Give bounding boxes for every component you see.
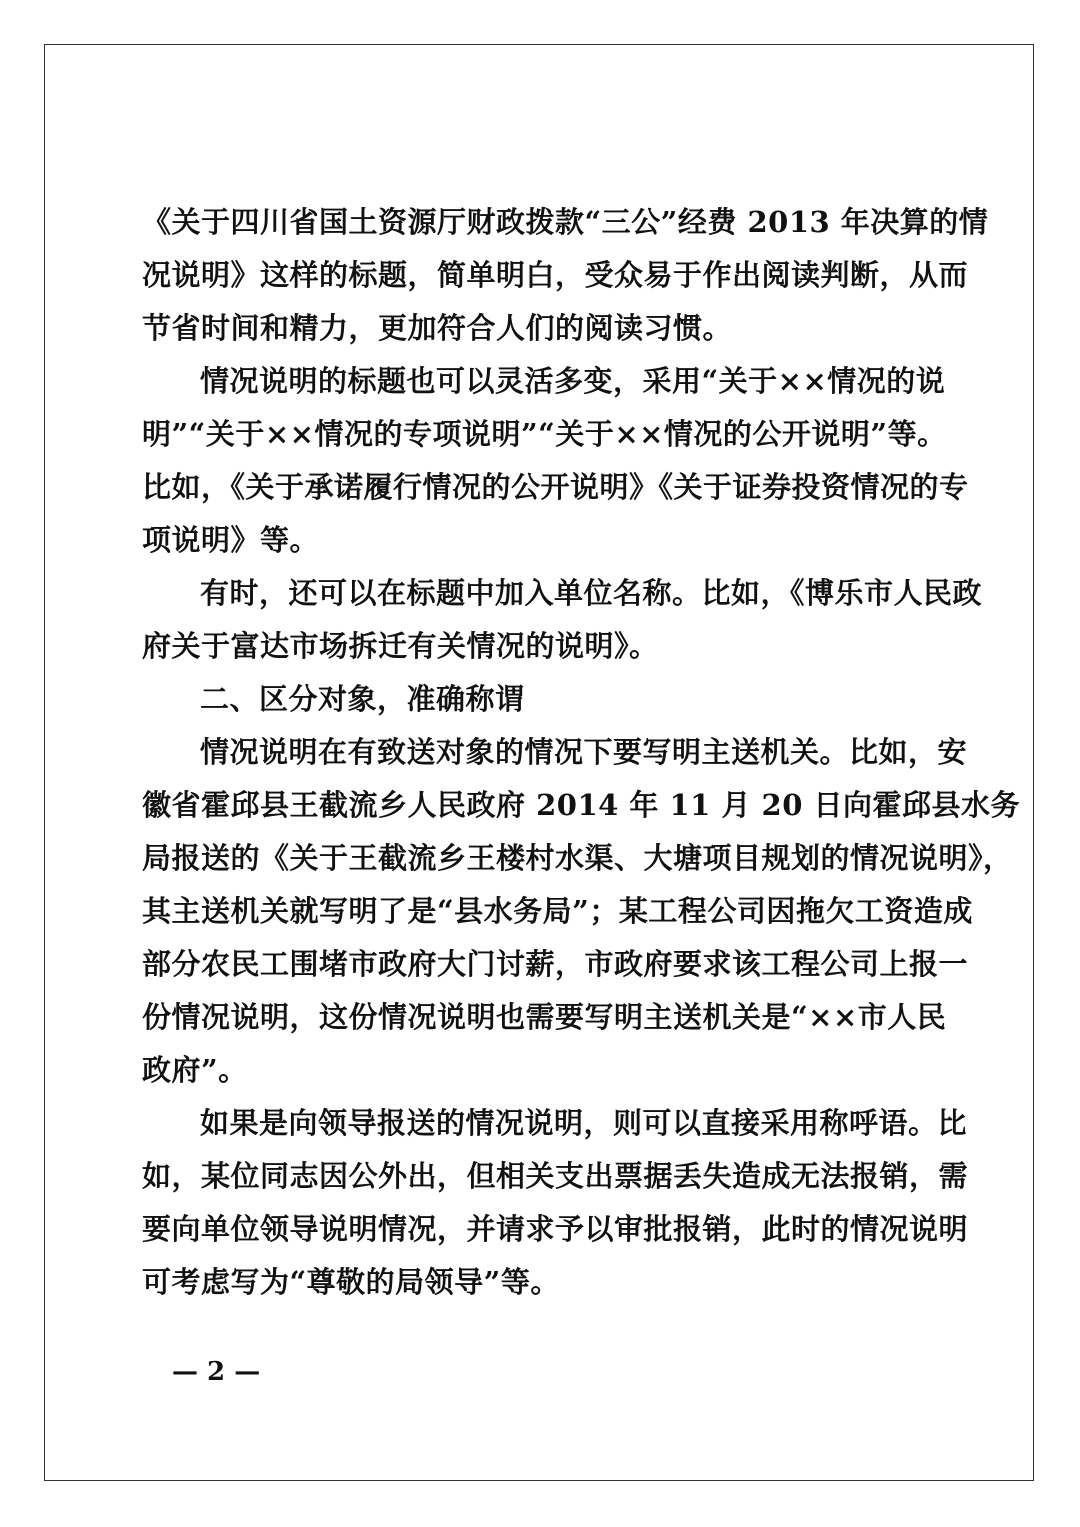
- text-line-12: 徽省霍邱县王截流乡人民政府 2014 年 11 月 20 日向霍邱县水务: [142, 788, 1021, 822]
- text-line-15: 部分农民工围堵市政府大门讨薪，市政府要求该工程公司上报一: [142, 947, 969, 981]
- text-line-21: 可考虑写为“尊敬的局领导”等。: [142, 1265, 560, 1299]
- text-line-8: 有时，还可以在标题中加入单位名称。比如，《博乐市人民政: [200, 576, 983, 610]
- text-line-13: 局报送的《关于王截流乡王楼村水渠、大塘项目规划的情况说明》，: [142, 841, 1013, 875]
- text-line-16: 份情况说明，这份情况说明也需要写明主送机关是“××市人民: [142, 1000, 947, 1034]
- text-line-3: 节省时间和精力，更加符合人们的阅读习惯。: [142, 311, 733, 345]
- text-line-9: 府关于富达市场拆迁有关情况的说明》。: [142, 629, 659, 663]
- text-line-20: 要向单位领导说明情况，并请求予以审批报销，此时的情况说明: [142, 1212, 969, 1246]
- text-line-6: 比如，《关于承诺履行情况的公开说明》《关于证券投资情况的专: [142, 470, 969, 504]
- text-line-18: 如果是向领导报送的情况说明，则可以直接采用称呼语。比: [200, 1106, 968, 1140]
- page-number: — 2 —: [172, 1357, 261, 1387]
- text-line-4: 情况说明的标题也可以灵活多变，采用“关于××情况的说: [200, 364, 946, 398]
- text-line-7: 项说明》等。: [142, 523, 320, 557]
- text-line-14: 其主送机关就写明了是“县水务局”；某工程公司因拖欠工资造成: [142, 894, 973, 928]
- text-line-5: 明”“关于××情况的专项说明”“关于××情况的公开说明”等。: [142, 417, 947, 451]
- text-line-17: 政府”。: [142, 1053, 248, 1087]
- document-body: [142, 196, 1021, 1309]
- text-line-19: 如，某位同志因公外出，但相关支出票据丢失造成无法报销，需: [142, 1159, 969, 1193]
- text-line-11: 情况说明在有致送对象的情况下要写明主送机关。比如，安: [200, 735, 968, 769]
- text-line-1: 《关于四川省国土资源厅财政拨款“三公”经费 2013 年决算的情: [142, 205, 989, 239]
- text-line-2: 况说明》这样的标题，简单明白，受众易于作出阅读判断，从而: [142, 258, 969, 292]
- section-heading: 二、区分对象，准确称谓: [200, 682, 525, 716]
